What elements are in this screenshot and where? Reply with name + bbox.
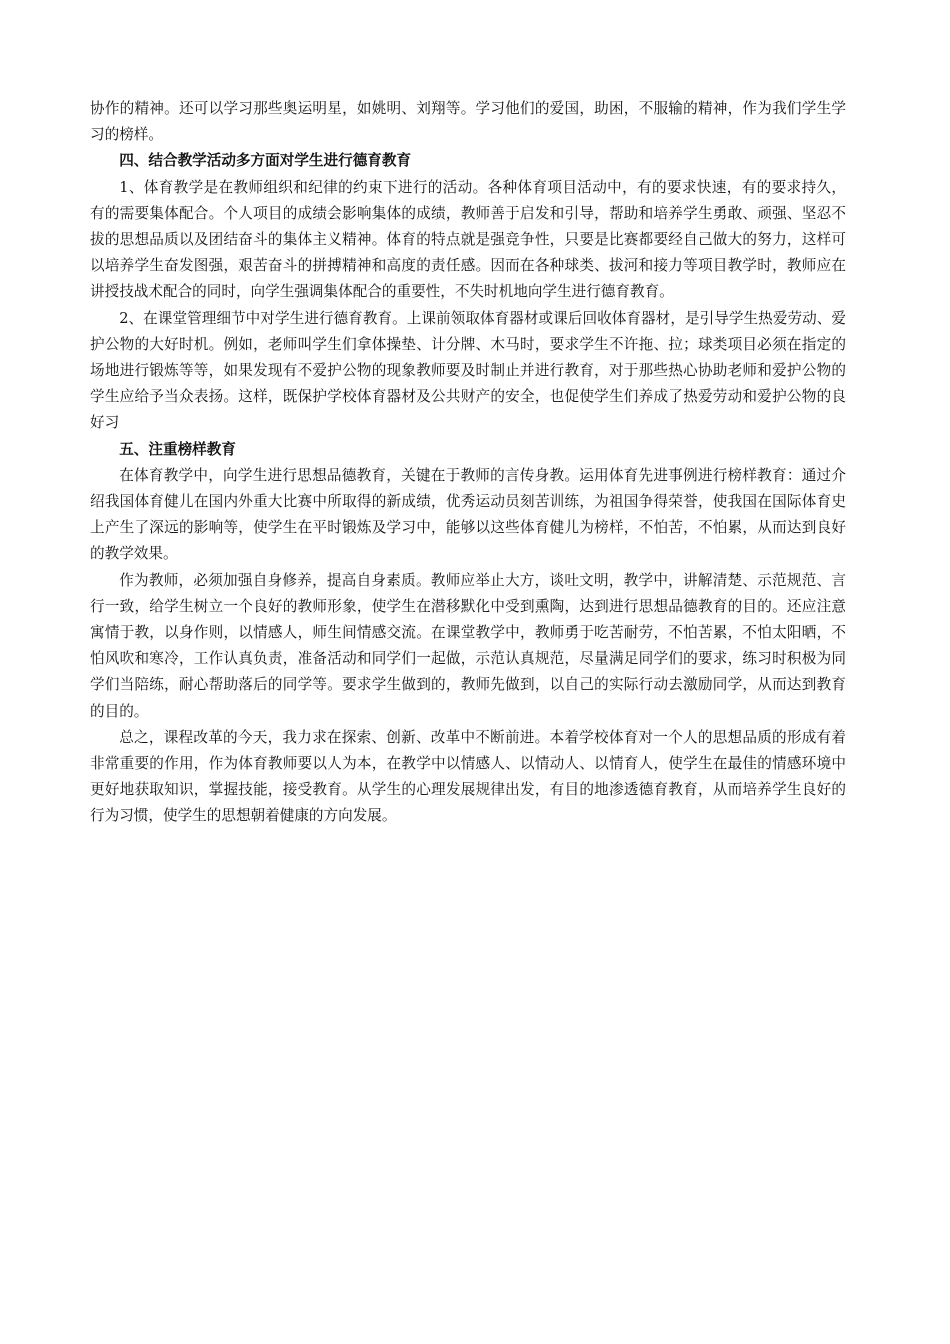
paragraph-continuation: 协作的精神。还可以学习那些奥运明星，如姚明、刘翔等。学习他们的爱国，助困，不服输的精神，作为我们学生学习的榜样。: [90, 100, 846, 144]
paragraph-teacher-example: 作为教师，必须加强自身修养，提高自身素质。教师应举止大方，谈吐文明，教学中，讲解清楚、示范规范、言行一致，给学生树立一个良好的教师形象，使学生在潜移默化中受到熏陶，达到进行思想品德教育的目的。还应注意寓情于教，以身作则，以情感人，师生间情感交流。在课堂教学中，教师勇于吃苦耐劳，不怕苦累，不怕太阳晒，不怕风吹和寒冷，工作认真负责，准备活动和同学们一起做，示范认真规范，尽量满足同学们的要求，练习时积极为同学们当陪练，耐心帮助落后的同学等。要求学生做到的，教师先做到，以自己的实际行动去激励同学，从而达到教育的目的。: [90, 571, 846, 720]
paragraph-classroom-management: 2、在课堂管理细节中对学生进行德育教育。上课前领取体育器材或课后回收体育器材，是引导学生热爱劳动、爱护公物的大好时机。例如，老师叫学生们拿体操垫、计分牌、木马时，要求学生不许拖、拉；球类项目必须在指定的场地进行锻炼等等，如果发现有不爱护公物的现象教师要及时制止并进行教育，对于那些热心协助老师和爱护公物的学生应给予当众表扬。这样，既保护学校体育器材及公共财产的安全，也促使学生们养成了热爱劳动和爱护公物的良好习: [90, 309, 846, 432]
section-heading-4: 四、结合教学活动多方面对学生进行德育教育: [119, 152, 412, 170]
paragraph-conclusion: 总之，课程改革的今天，我力求在探索、创新、改革中不断前进。本着学校体育对一个人的思想品质的形成有着非常重要的作用，作为体育教师要以人为本，在教学中以情感人、以情动人、以情育人，使学生在最佳的情感环境中更好地获取知识，掌握技能，接受教育。从学生的心理发展规律出发，有目的地渗透德育教育，从而培养学生良好的行为习惯，使学生的思想朝着健康的方向发展。: [90, 728, 846, 825]
section-heading-5: 五、注重榜样教育: [119, 440, 236, 458]
document-page: [90, 96, 846, 830]
paragraph-teaching-activities: 1、体育教学是在教师组织和纪律的约束下进行的活动。各种体育项目活动中，有的要求快速，有的要求持久， 有的需要集体配合。个人项目的成绩会影响集体的成绩，教师善于启发和引导，帮助和培养学生勇敢、顽强、坚忍不拔的思想品质以及团结奋斗的集体主义精神。体育的特点就是强竞争性，只要是比赛都要经自己做大的努力，这样可以培养学生奋发图强，艰苦奋斗的拼搏精神和高度的责任感。因而在各种球类、拔河和接力等项目教学时，教师应在讲授技战术配合的同时，向学生强调集体配合的重要性，不失时机地向学生进行德育教育。: [90, 178, 846, 301]
paragraph-role-models: 在体育教学中，向学生进行思想品德教育，关键在于教师的言传身教。运用体育先进事例进行榜样教育：通过介绍我国体育健儿在国内外重大比赛中所取得的新成绩，优秀运动员刻苦训练，为祖国争得荣誉，使我国在国际体育史上产生了深远的影响等，使学生在平时锻炼及学习中，能够以这些体育健儿为榜样，不怕苦，不怕累，从而达到良好的教学效果。: [90, 466, 846, 563]
